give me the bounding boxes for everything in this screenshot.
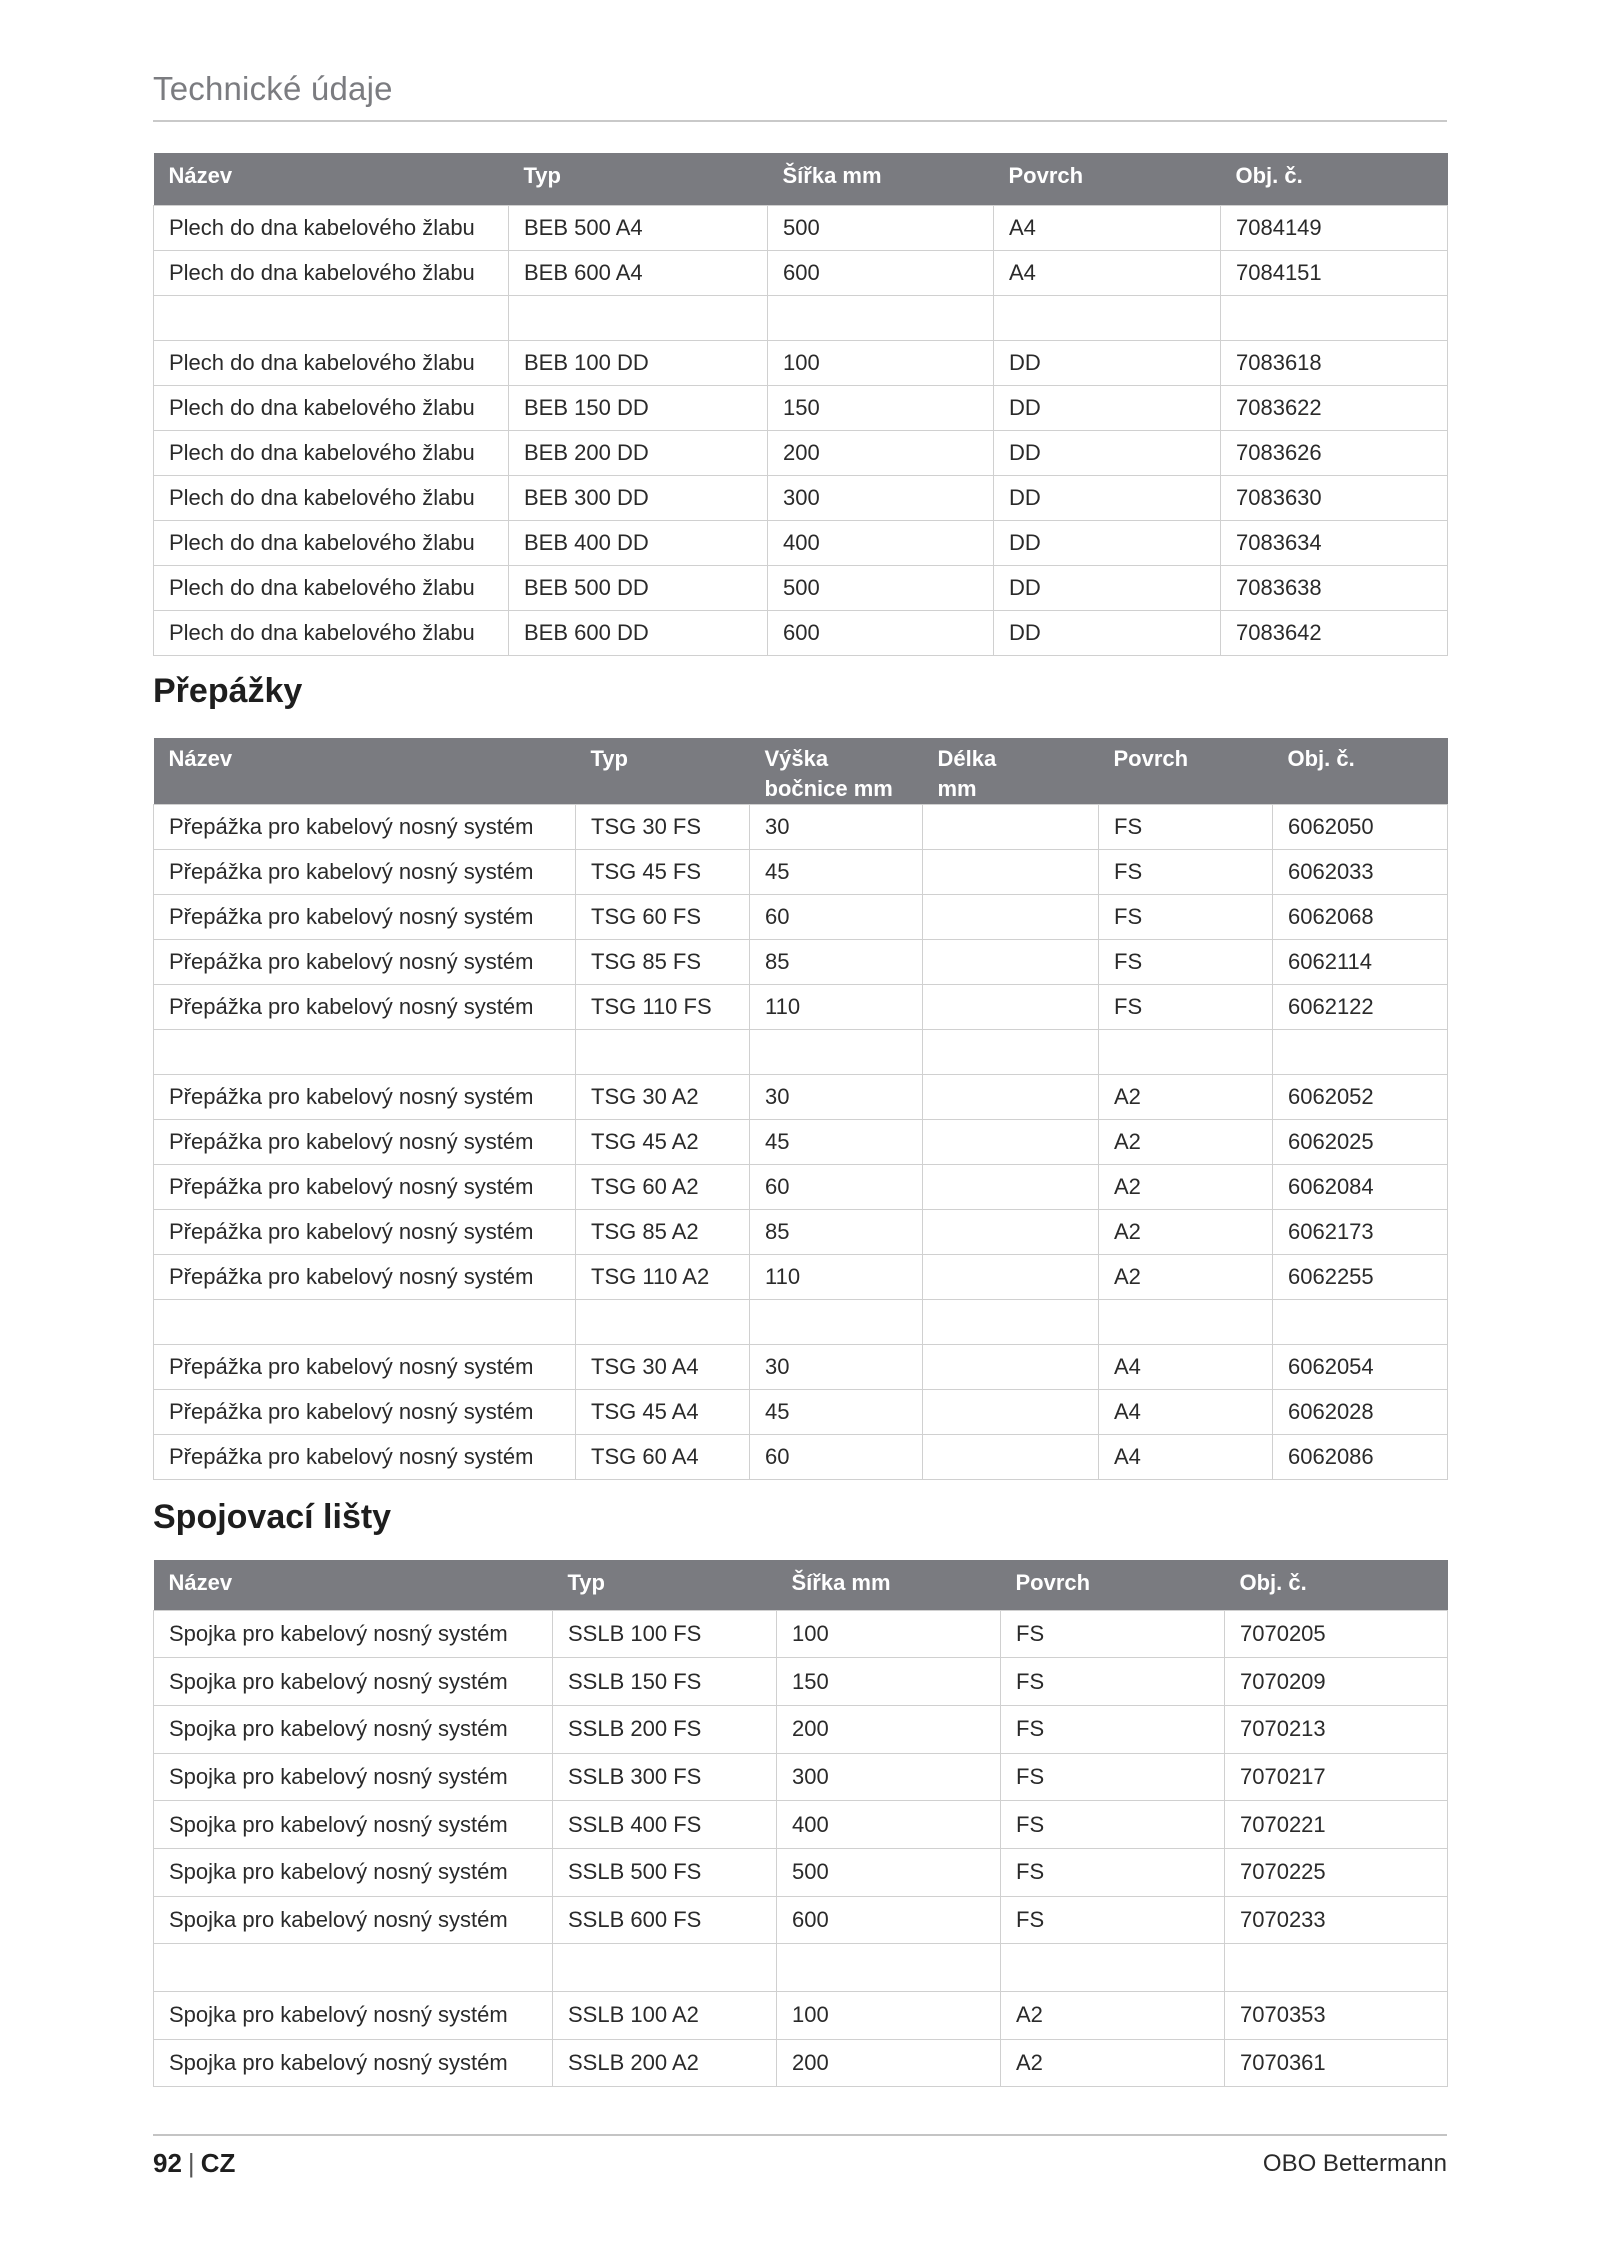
cell-name: Plech do dna kabelového žlabu	[154, 340, 509, 385]
cell-surface: FS	[1099, 940, 1273, 985]
cell-order-number: 6062255	[1273, 1255, 1448, 1300]
cell-order-number: 6062122	[1273, 985, 1448, 1030]
column-header-length-line2: mm	[937, 776, 977, 801]
cell-name: Plech do dna kabelového žlabu	[154, 250, 509, 295]
cell-surface: A4	[994, 250, 1221, 295]
cell-order-number	[1273, 1030, 1448, 1075]
cell-surface: A4	[1099, 1435, 1273, 1480]
cell-name: Spojka pro kabelový nosný systém	[154, 1658, 553, 1706]
table-row	[154, 385, 1448, 430]
cell-width: 200	[777, 2039, 1001, 2087]
cell-type: TSG 85 FS	[576, 940, 750, 985]
section-heading-connector-strips: Spojovací lišty	[153, 1498, 392, 1536]
cell-type: SSLB 200 A2	[553, 2039, 777, 2087]
cell-side-height	[750, 1030, 923, 1075]
column-header-width: Šířka mm	[768, 153, 994, 205]
page-number: 92	[153, 2148, 182, 2178]
table-row	[154, 940, 1448, 985]
cell-type: BEB 600 DD	[509, 610, 768, 655]
cell-side-height	[750, 1300, 923, 1345]
cell-order-number: 7070225	[1225, 1848, 1448, 1896]
cell-name: Přepážka pro kabelový nosný systém	[154, 1390, 576, 1435]
column-header-order-number: Obj. č.	[1273, 738, 1448, 805]
cell-order-number: 7070217	[1225, 1753, 1448, 1801]
cell-length	[923, 985, 1099, 1030]
cell-surface: FS	[1099, 895, 1273, 940]
table-row	[154, 1120, 1448, 1165]
cell-length	[923, 1300, 1099, 1345]
cell-name: Spojka pro kabelový nosný systém	[154, 1801, 553, 1849]
cell-name: Přepážka pro kabelový nosný systém	[154, 895, 576, 940]
table-spacer-row	[154, 1030, 1448, 1075]
cell-length	[923, 1390, 1099, 1435]
column-header-name: Název	[154, 738, 576, 805]
cell-order-number: 7083642	[1221, 610, 1448, 655]
cell-name: Plech do dna kabelového žlabu	[154, 205, 509, 250]
cell-surface	[1099, 1030, 1273, 1075]
column-header-order-number: Obj. č.	[1221, 153, 1448, 205]
cell-name: Plech do dna kabelového žlabu	[154, 520, 509, 565]
cell-surface: A2	[1099, 1255, 1273, 1300]
cell-order-number: 7083622	[1221, 385, 1448, 430]
table-row	[154, 340, 1448, 385]
cell-width: 500	[777, 1848, 1001, 1896]
cell-type: TSG 45 A4	[576, 1390, 750, 1435]
cell-side-height: 30	[750, 805, 923, 850]
cell-surface: A2	[1099, 1165, 1273, 1210]
column-header-name: Název	[154, 1560, 553, 1610]
table-spacer-row	[154, 295, 1448, 340]
cell-type: SSLB 100 A2	[553, 1992, 777, 2040]
cell-width: 200	[768, 430, 994, 475]
cell-order-number: 7070209	[1225, 1658, 1448, 1706]
cell-surface: A2	[1099, 1120, 1273, 1165]
cell-width: 400	[768, 520, 994, 565]
table-row	[154, 1753, 1448, 1801]
cell-length	[923, 1075, 1099, 1120]
cell-width	[777, 1944, 1001, 1992]
table-row	[154, 1210, 1448, 1255]
table-row	[154, 1165, 1448, 1210]
table-row	[154, 1705, 1448, 1753]
cell-name: Spojka pro kabelový nosný systém	[154, 1610, 553, 1658]
cell-surface: A4	[1099, 1345, 1273, 1390]
table-row	[154, 250, 1448, 295]
cell-side-height: 30	[750, 1075, 923, 1120]
language-code: CZ	[200, 2148, 236, 2178]
cell-name: Spojka pro kabelový nosný systém	[154, 1705, 553, 1753]
cell-length	[923, 1435, 1099, 1480]
cell-type: BEB 500 A4	[509, 205, 768, 250]
column-header-surface: Povrch	[1001, 1560, 1225, 1610]
column-header-length	[923, 738, 1099, 805]
cell-name: Přepážka pro kabelový nosný systém	[154, 1120, 576, 1165]
cell-surface: FS	[1001, 1801, 1225, 1849]
cell-surface: FS	[1099, 850, 1273, 895]
page-footer-left	[153, 2148, 235, 2179]
table-row	[154, 1255, 1448, 1300]
cell-name: Přepážka pro kabelový nosný systém	[154, 1435, 576, 1480]
cell-side-height: 45	[750, 1120, 923, 1165]
cell-surface: A2	[1001, 2039, 1225, 2087]
cell-name	[154, 1300, 576, 1345]
cell-width: 500	[768, 565, 994, 610]
cell-side-height: 110	[750, 1255, 923, 1300]
technical-data-table	[153, 153, 1448, 656]
cell-order-number: 6062028	[1273, 1390, 1448, 1435]
cell-name: Spojka pro kabelový nosný systém	[154, 1753, 553, 1801]
cell-order-number: 7084149	[1221, 205, 1448, 250]
cell-type: TSG 85 A2	[576, 1210, 750, 1255]
cell-name: Spojka pro kabelový nosný systém	[154, 1896, 553, 1944]
cell-width: 600	[768, 250, 994, 295]
cell-side-height: 85	[750, 1210, 923, 1255]
cell-surface: A2	[1099, 1075, 1273, 1120]
column-header-width: Šířka mm	[777, 1560, 1001, 1610]
cell-type: BEB 600 A4	[509, 250, 768, 295]
cell-surface: DD	[994, 385, 1221, 430]
cell-type: SSLB 500 FS	[553, 1848, 777, 1896]
cell-type: BEB 100 DD	[509, 340, 768, 385]
cell-type	[509, 295, 768, 340]
cell-surface: FS	[1001, 1896, 1225, 1944]
cell-order-number: 6062054	[1273, 1345, 1448, 1390]
cell-order-number: 6062033	[1273, 850, 1448, 895]
cell-surface: FS	[1001, 1848, 1225, 1896]
table-header-row	[154, 153, 1448, 205]
cell-type: SSLB 300 FS	[553, 1753, 777, 1801]
cell-order-number: 6062084	[1273, 1165, 1448, 1210]
cell-side-height: 60	[750, 895, 923, 940]
cell-length	[923, 1210, 1099, 1255]
cell-name: Přepážka pro kabelový nosný systém	[154, 1210, 576, 1255]
cell-surface: DD	[994, 340, 1221, 385]
column-header-type: Typ	[576, 738, 750, 805]
cell-surface: A4	[1099, 1390, 1273, 1435]
table-row	[154, 850, 1448, 895]
cell-order-number: 6062050	[1273, 805, 1448, 850]
table-row	[154, 1658, 1448, 1706]
cell-order-number: 7083638	[1221, 565, 1448, 610]
cell-type: TSG 30 A2	[576, 1075, 750, 1120]
cell-type: BEB 300 DD	[509, 475, 768, 520]
cell-side-height: 110	[750, 985, 923, 1030]
table-row	[154, 1390, 1448, 1435]
cell-type: TSG 60 A2	[576, 1165, 750, 1210]
cell-width: 100	[777, 1992, 1001, 2040]
cell-width: 300	[768, 475, 994, 520]
cell-side-height: 45	[750, 1390, 923, 1435]
cell-name: Spojka pro kabelový nosný systém	[154, 1848, 553, 1896]
cell-length	[923, 1120, 1099, 1165]
column-header-side-height-line1: Výška	[764, 746, 829, 771]
cell-order-number: 6062025	[1273, 1120, 1448, 1165]
title-divider	[153, 120, 1447, 122]
footer-divider	[153, 2134, 1447, 2136]
cell-type: SSLB 600 FS	[553, 1896, 777, 1944]
cell-type	[553, 1944, 777, 1992]
connector-strips-table	[153, 1560, 1448, 2087]
cell-width: 500	[768, 205, 994, 250]
cell-order-number: 7070353	[1225, 1992, 1448, 2040]
cell-length	[923, 1345, 1099, 1390]
cell-surface: FS	[1001, 1753, 1225, 1801]
cell-order-number: 7070221	[1225, 1801, 1448, 1849]
cell-name: Plech do dna kabelového žlabu	[154, 430, 509, 475]
cell-name: Přepážka pro kabelový nosný systém	[154, 1255, 576, 1300]
cell-name: Přepážka pro kabelový nosný systém	[154, 985, 576, 1030]
cell-type: BEB 150 DD	[509, 385, 768, 430]
column-header-type: Typ	[553, 1560, 777, 1610]
cell-type: TSG 30 A4	[576, 1345, 750, 1390]
cell-name: Přepážka pro kabelový nosný systém	[154, 1165, 576, 1210]
cell-surface: DD	[994, 520, 1221, 565]
table-row	[154, 1435, 1448, 1480]
cell-width: 150	[777, 1658, 1001, 1706]
cell-width: 300	[777, 1753, 1001, 1801]
cell-surface: DD	[994, 430, 1221, 475]
cell-name: Přepážka pro kabelový nosný systém	[154, 940, 576, 985]
table-row	[154, 565, 1448, 610]
column-header-side-height	[750, 738, 923, 805]
cell-name: Přepážka pro kabelový nosný systém	[154, 1075, 576, 1120]
table-row	[154, 1075, 1448, 1120]
cell-order-number: 6062173	[1273, 1210, 1448, 1255]
table-row	[154, 205, 1448, 250]
brand-name: OBO Bettermann	[1262, 2150, 1447, 2177]
cell-order-number: 6062086	[1273, 1435, 1448, 1480]
cell-order-number: 6062114	[1273, 940, 1448, 985]
cell-side-height: 85	[750, 940, 923, 985]
cell-side-height: 45	[750, 850, 923, 895]
cell-length	[923, 850, 1099, 895]
cell-width: 400	[777, 1801, 1001, 1849]
column-header-surface: Povrch	[994, 153, 1221, 205]
cell-name	[154, 1944, 553, 1992]
cell-surface	[994, 295, 1221, 340]
cell-order-number: 7084151	[1221, 250, 1448, 295]
cell-width: 600	[768, 610, 994, 655]
cell-width: 100	[777, 1610, 1001, 1658]
cell-name: Spojka pro kabelový nosný systém	[154, 2039, 553, 2087]
table-row	[154, 1345, 1448, 1390]
cell-length	[923, 895, 1099, 940]
cell-width: 100	[768, 340, 994, 385]
cell-type: SSLB 400 FS	[553, 1801, 777, 1849]
cell-order-number: 6062052	[1273, 1075, 1448, 1120]
table-row	[154, 1610, 1448, 1658]
column-header-name: Název	[154, 153, 509, 205]
table-row	[154, 2039, 1448, 2087]
table-row	[154, 1848, 1448, 1896]
table-row	[154, 520, 1448, 565]
cell-length	[923, 1255, 1099, 1300]
table-header-row	[154, 738, 1448, 805]
cell-order-number	[1221, 295, 1448, 340]
cell-name: Přepážka pro kabelový nosný systém	[154, 1345, 576, 1390]
cell-width: 600	[777, 1896, 1001, 1944]
cell-type: BEB 500 DD	[509, 565, 768, 610]
section-heading-dividers: Přepážky	[153, 672, 303, 710]
table-row	[154, 1801, 1448, 1849]
column-header-length-line1: Délka	[937, 746, 997, 771]
table-row	[154, 1896, 1448, 1944]
cell-surface: A2	[1099, 1210, 1273, 1255]
cell-length	[923, 805, 1099, 850]
table-row	[154, 475, 1448, 520]
cell-type: BEB 200 DD	[509, 430, 768, 475]
cell-name: Plech do dna kabelového žlabu	[154, 610, 509, 655]
cell-name: Přepážka pro kabelový nosný systém	[154, 850, 576, 895]
table-row	[154, 895, 1448, 940]
table-row	[154, 610, 1448, 655]
cell-side-height: 30	[750, 1345, 923, 1390]
cell-order-number: 7070233	[1225, 1896, 1448, 1944]
table-header-row	[154, 1560, 1448, 1610]
cell-surface: DD	[994, 475, 1221, 520]
column-header-side-height-line2: bočnice mm	[764, 776, 893, 801]
cell-type: TSG 110 A2	[576, 1255, 750, 1300]
cell-surface: A2	[1001, 1992, 1225, 2040]
cell-type: SSLB 200 FS	[553, 1705, 777, 1753]
cell-order-number: 7070213	[1225, 1705, 1448, 1753]
cell-type: SSLB 150 FS	[553, 1658, 777, 1706]
cell-side-height: 60	[750, 1435, 923, 1480]
cell-side-height: 60	[750, 1165, 923, 1210]
column-header-type: Typ	[509, 153, 768, 205]
cell-order-number: 7083626	[1221, 430, 1448, 475]
cell-type	[576, 1300, 750, 1345]
cell-order-number: 7083630	[1221, 475, 1448, 520]
cell-width: 200	[777, 1705, 1001, 1753]
cell-surface	[1001, 1944, 1225, 1992]
cell-type: TSG 60 A4	[576, 1435, 750, 1480]
cell-length	[923, 940, 1099, 985]
cell-order-number	[1273, 1300, 1448, 1345]
cell-surface: FS	[1001, 1658, 1225, 1706]
cell-order-number: 7083618	[1221, 340, 1448, 385]
page-title: Technické údaje	[153, 70, 393, 107]
cell-surface: FS	[1099, 805, 1273, 850]
cell-width: 150	[768, 385, 994, 430]
column-header-surface: Povrch	[1099, 738, 1273, 805]
cell-type: TSG 60 FS	[576, 895, 750, 940]
cell-name	[154, 1030, 576, 1075]
cell-type: BEB 400 DD	[509, 520, 768, 565]
table-row	[154, 1992, 1448, 2040]
cell-width	[768, 295, 994, 340]
cell-length	[923, 1165, 1099, 1210]
cell-surface: DD	[994, 610, 1221, 655]
cell-surface	[1099, 1300, 1273, 1345]
cell-name: Plech do dna kabelového žlabu	[154, 475, 509, 520]
cell-order-number	[1225, 1944, 1448, 1992]
cell-name: Spojka pro kabelový nosný systém	[154, 1992, 553, 2040]
table-row	[154, 805, 1448, 850]
cell-type: TSG 45 A2	[576, 1120, 750, 1165]
cell-type: TSG 45 FS	[576, 850, 750, 895]
cell-order-number: 7083634	[1221, 520, 1448, 565]
cell-surface: FS	[1001, 1705, 1225, 1753]
table-spacer-row	[154, 1300, 1448, 1345]
cell-surface: FS	[1001, 1610, 1225, 1658]
footer-separator: |	[187, 2148, 195, 2178]
cell-length	[923, 1030, 1099, 1075]
cell-order-number: 7070205	[1225, 1610, 1448, 1658]
dividers-table	[153, 738, 1448, 1480]
cell-surface: A4	[994, 205, 1221, 250]
cell-type: TSG 30 FS	[576, 805, 750, 850]
cell-surface: DD	[994, 565, 1221, 610]
column-header-order-number: Obj. č.	[1225, 1560, 1448, 1610]
cell-name: Plech do dna kabelového žlabu	[154, 565, 509, 610]
cell-name	[154, 295, 509, 340]
cell-name: Přepážka pro kabelový nosný systém	[154, 805, 576, 850]
cell-type: TSG 110 FS	[576, 985, 750, 1030]
cell-type: SSLB 100 FS	[553, 1610, 777, 1658]
cell-order-number: 7070361	[1225, 2039, 1448, 2087]
table-row	[154, 985, 1448, 1030]
cell-type	[576, 1030, 750, 1075]
cell-name: Plech do dna kabelového žlabu	[154, 385, 509, 430]
cell-surface: FS	[1099, 985, 1273, 1030]
table-spacer-row	[154, 1944, 1448, 1992]
table-row	[154, 430, 1448, 475]
cell-order-number: 6062068	[1273, 895, 1448, 940]
